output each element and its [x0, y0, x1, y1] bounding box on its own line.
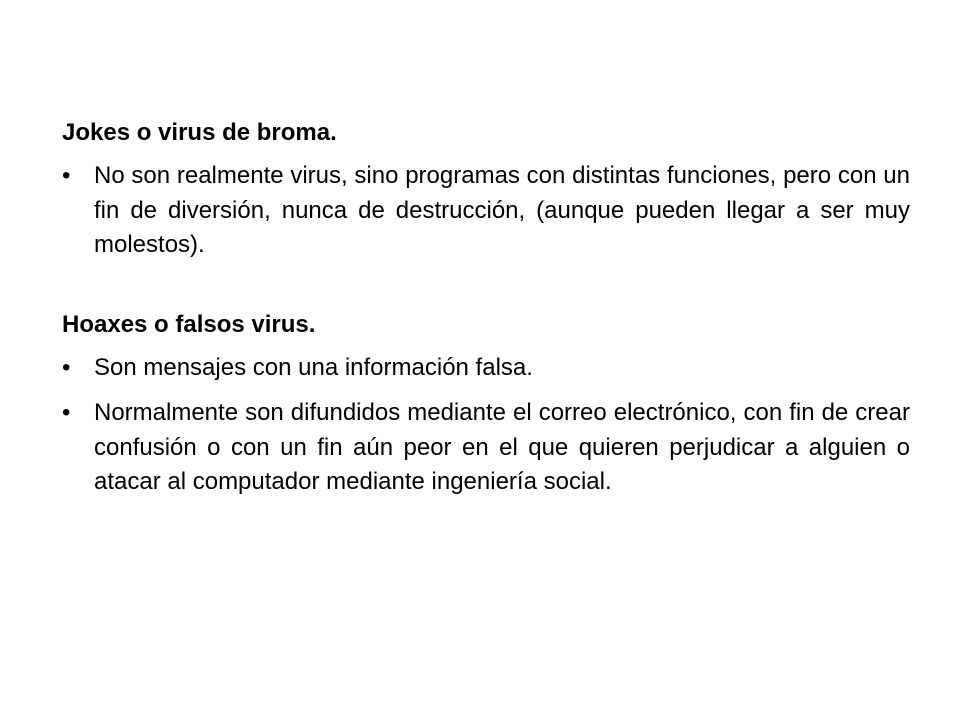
bullet-icon: • — [62, 353, 71, 381]
bullet-item — [62, 159, 910, 263]
bullet-icon: • — [62, 399, 71, 426]
section-heading-jokes: Jokes o virus de broma. — [62, 119, 337, 146]
section-heading-hoaxes: Hoaxes o falsos virus. — [62, 310, 316, 338]
bullet-item — [62, 396, 910, 500]
bullet-text: Son mensajes con una información falsa. — [94, 353, 533, 381]
bullet-item — [62, 351, 910, 386]
slide-content — [62, 118, 910, 500]
bullet-text: No son realmente virus, sino programas con distintas funciones, pero con un fin de diversión, nunca de destrucción, (aunque pueden llegar a ser muy molestos). — [94, 162, 910, 258]
bullet-icon: • — [62, 162, 71, 189]
bullet-text: Normalmente son difundidos mediante el correo electrónico, con fin de crear confusión o con un fin aún peor en el que quieren perjudicar a alguien o atacar al computador mediante ingeniería social. — [94, 399, 910, 495]
